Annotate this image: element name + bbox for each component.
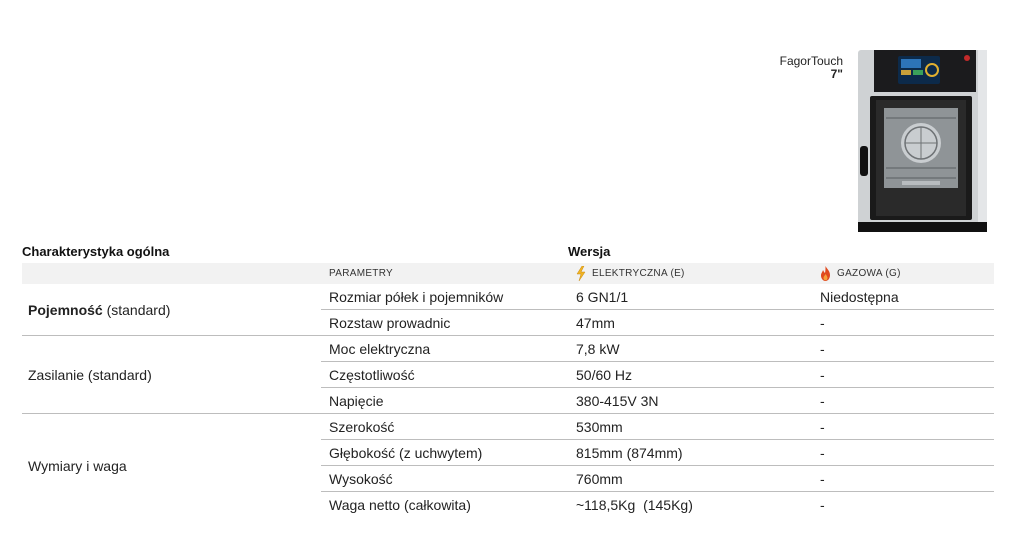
row-electric: 50/60 Hz — [568, 362, 812, 388]
group-dimensions-label: Wymiary i waga — [28, 457, 127, 474]
row-gas: - — [812, 388, 994, 414]
group-power-bold: Zasilanie (sta — [28, 366, 112, 383]
header-electric-label: ELEKTRYCZNA (E) — [592, 268, 685, 280]
row-electric: 815mm (874mm) — [568, 440, 812, 466]
header-gas — [812, 263, 994, 284]
header-empty-cell — [22, 263, 321, 284]
row-gas: Niedostępna — [812, 284, 994, 310]
group-power-rest: ndard) — [111, 366, 152, 383]
row-gas: - — [812, 310, 994, 336]
row-gas: - — [820, 496, 825, 513]
spec-table — [22, 263, 994, 517]
lightning-bolt-icon — [576, 266, 586, 281]
row-electric: 6 GN1/1 — [568, 284, 812, 310]
table-header-row — [22, 263, 994, 284]
row-param: Częstotliwość — [321, 362, 568, 388]
row-param: Napięcie — [321, 388, 568, 414]
table-row — [22, 336, 994, 362]
group-capacity — [22, 284, 321, 336]
row-electric: ~118,5Kg (145Kg) — [576, 496, 693, 513]
header-gas-label: GAZOWA (G) — [837, 268, 901, 280]
row-gas: - — [812, 440, 994, 466]
row-gas: - — [812, 362, 994, 388]
row-gas: - — [812, 466, 994, 492]
row-electric: 530mm — [568, 414, 812, 440]
row-param: Rozstaw prowadnic — [321, 310, 568, 336]
row-electric: 47mm — [568, 310, 812, 336]
row-param: Waga netto (całkowita) — [329, 496, 471, 513]
general-characteristics-heading: Charakterystyka ogólna — [22, 244, 170, 259]
row-gas: - — [812, 336, 994, 362]
group-capacity-rest: (standard) — [102, 301, 171, 318]
header-electric — [568, 263, 812, 284]
flame-icon — [820, 266, 831, 281]
product-name: FagorTouch — [779, 54, 843, 68]
table-row — [22, 284, 994, 310]
row-electric: 380-415V 3N — [568, 388, 812, 414]
row-gas: - — [812, 414, 994, 440]
row-param: Moc elektryczna — [321, 336, 568, 362]
product-label — [780, 55, 843, 81]
group-capacity-bold: Pojemność — [28, 301, 103, 318]
row-electric: 7,8 kW — [568, 336, 812, 362]
version-heading: Wersja — [568, 244, 611, 259]
row-param: Szerokość — [321, 414, 568, 440]
group-power-supply — [22, 336, 321, 414]
oven-image — [856, 48, 989, 234]
group-dimensions-weight — [22, 414, 321, 518]
row-param: Wysokość — [321, 466, 568, 492]
header-param: PARAMETRY — [321, 263, 568, 284]
row-electric: 760mm — [568, 466, 812, 492]
table-row — [22, 414, 994, 440]
row-param: Głębokość (z uchwytem) — [321, 440, 568, 466]
row-param: Rozmiar półek i pojemników — [321, 284, 568, 310]
product-screen-size: 7" — [830, 67, 843, 81]
